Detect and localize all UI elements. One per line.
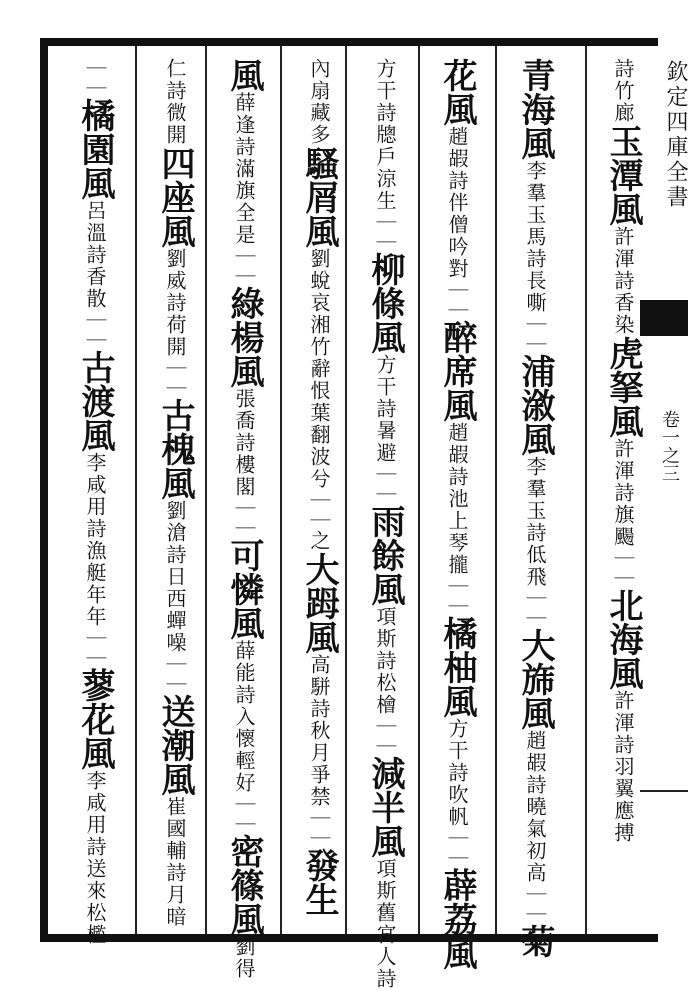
repeat-mark: ｜｜ [232,794,256,834]
wind-term: 菊 [515,924,555,958]
repeat-mark: ｜｜ [373,716,397,756]
margin-book-title: 欽定四庫全書 [663,60,688,210]
citation-text: 李羣玉詩低飛 [523,456,547,588]
repeat-mark: ｜｜ [163,358,187,398]
repeat-mark: ｜｜ [523,884,547,924]
citation-text: 張喬詩樓閣 [232,388,256,498]
citation-text: 李咸用詩漁艇年年 [83,452,107,628]
wind-term: 雨餘風 [365,504,405,606]
repeat-mark: ｜｜ [373,464,397,504]
text-column-4 [352,58,405,990]
wind-term: 浦漵風 [515,354,555,456]
wind-term: 綠楊風 [224,286,264,388]
text-column-6 [211,58,264,980]
column-rule [280,46,282,934]
wind-term: 薜荔風 [437,868,477,970]
citation-text: 劉得 [232,936,256,980]
repeat-mark: ｜｜ [232,498,256,538]
wind-term: 橘園風 [75,98,115,200]
wind-term: 密篠風 [224,834,264,936]
text-column-2 [502,58,555,958]
citation-text: 高駢詩秋月爭禁 [307,654,331,808]
column-rule [345,46,347,934]
wind-term: 蓼花風 [75,668,115,770]
repeat-mark: ｜｜ [83,310,107,350]
citation-text: 薛逢詩滿旗全是 [232,92,256,246]
repeat-mark: ｜｜ [232,246,256,286]
text-column-8 [62,58,115,946]
wind-term: 大旆風 [515,628,555,730]
citation-text: 劉威詩荷開 [163,248,187,358]
text-column-3 [424,58,477,970]
wind-term: 青海風 [515,58,555,160]
citation-text: 許渾詩香染 [611,226,635,336]
citation-text: 劉蛻哀湘竹辭恨葉翻波兮 [307,248,331,490]
repeat-mark: ｜｜ [611,548,635,588]
repeat-mark: ｜｜ [445,280,469,320]
citation-text: 呂溫詩香散 [83,200,107,310]
citation-text: 李咸用詩送來松檻 [83,770,107,946]
wind-term: 醉席風 [437,320,477,422]
repeat-mark: ｜｜ [523,588,547,628]
repeat-mark: ｜｜ [307,490,331,530]
citation-text: 崔國輔詩月暗 [163,796,187,928]
citation-text: 李羣玉馬詩長嘶 [523,160,547,314]
wind-term: 玉潭風 [603,124,643,226]
citation-text: 劉滄詩日西蟬噪 [163,500,187,654]
citation-text: 項斯詩松檜 [373,606,397,716]
repeat-mark: ｜｜ [445,828,469,868]
text-column-5 [286,58,339,930]
repeat-mark: ｜｜ [163,654,187,694]
text-column-7 [142,58,195,930]
frame-bottom-border [40,934,658,942]
wind-term: 柳條風 [365,252,405,354]
repeat-mark: ｜｜ [373,212,397,252]
frame-top-border [40,38,658,46]
repeat-mark: ｜｜ [83,628,107,668]
column-rule [135,46,137,934]
wind-term: 橘柚風 [437,616,477,718]
wind-term: 古渡風 [75,350,115,452]
wind-term: 花風 [437,58,477,126]
wind-term: 四座風 [155,146,195,248]
wind-term: 風 [224,58,264,92]
repeat-mark: ｜｜ [83,58,107,98]
citation-text: 詩竹廊 [611,58,635,124]
margin-rule [640,790,688,792]
column-rule [585,46,587,934]
citation-text: 方干詩牕戶涼生 [373,58,397,212]
column-rule [495,46,497,934]
citation-text: 方干詩暑避 [373,354,397,464]
wind-term: 古槐風 [155,398,195,500]
citation-text: 許渾詩羽翼應搏 [611,690,635,844]
text-column-1 [590,58,643,930]
citation-text: 之 [307,530,331,552]
column-rule [205,46,207,934]
margin-volume-label: 卷一之三 [659,410,680,482]
column-rule [418,46,420,934]
wind-term: 騷屑風 [299,146,339,248]
citation-text: 項斯舊宮人詩 [373,858,397,990]
frame-left-border [40,38,48,942]
wind-term: 可憐風 [224,538,264,640]
citation-text: 薛能詩入懷輕好 [232,640,256,794]
repeat-mark: ｜｜ [445,576,469,616]
wind-term: 大𧿹風 [299,552,339,654]
fishtail-mark [640,300,688,336]
citation-text: 趙嘏詩伴僧吟對 [445,126,469,280]
wind-term: 減半風 [365,756,405,858]
citation-text: 趙嘏詩池上琴攏 [445,422,469,576]
repeat-mark: ｜｜ [523,314,547,354]
citation-text: 方干詩吹帆 [445,718,469,828]
wind-term: 發生 [299,848,339,916]
citation-text: 許渾詩旗颺 [611,438,635,548]
wind-term: 北海風 [603,588,643,690]
wind-term: 送潮風 [155,694,195,796]
citation-text: 內扇藏多 [307,58,331,146]
repeat-mark: ｜｜ [307,808,331,848]
citation-text: 趙嘏詩曉氣初高 [523,730,547,884]
wind-term: 虎拏風 [603,336,643,438]
citation-text: 仁詩微開 [163,58,187,146]
